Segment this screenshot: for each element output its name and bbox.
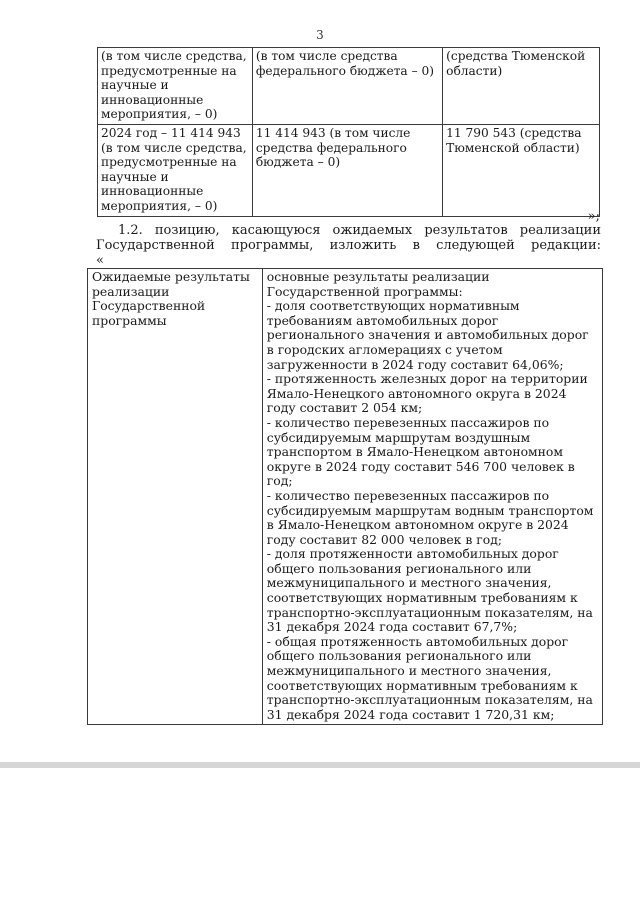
table-cell: (средства Тюменской области) [443, 48, 600, 125]
result-line: - доля соответствующих нормативным требованиям автомобильных дорог регионального значения и автомобильных дорог в городских агломерациях с учетом загруженности в 2024 году составит 64,06%; [266, 298, 589, 372]
table-cell: 2024 год – 11 414 943 (в том числе средства, предусмотренные на научные и инновационные мероприятия, – 0) [98, 124, 253, 216]
results-text-cell [262, 269, 602, 725]
result-line: - количество перевезенных пассажиров по субсидируемым маршрутам водным транспортом в Ямало-Ненецком автономном округе в 2024 году составит 82 000 человек в год; [266, 487, 594, 547]
result-line: основные результаты реализации Государственной программы: [266, 269, 490, 299]
page-number: 3 [316, 28, 324, 42]
result-line: - общая протяженность автомобильных дорог общего пользования регионального или межмуниципального и местного значения, соответствующих нормативным требованиям к транспортно-эксплуатационным показателям, на 31 декабря 2024 года составит 1 720,31 км; [266, 633, 593, 722]
table-row [88, 269, 603, 725]
funding-table [97, 47, 600, 217]
table-cell: 11 790 543 (средства Тюменской области) [443, 124, 600, 216]
result-line: - количество перевезенных пассажиров по субсидируемым маршрутам воздушным транспортом в Ямало-Ненецком автономном округе в 2024 году составит 546 700 человек в год; [266, 414, 575, 489]
table-row [98, 48, 600, 125]
opening-quote: « [96, 253, 104, 268]
table-cell: (в том числе средства, предусмотренные на научные и инновационные мероприятия, – 0) [98, 48, 253, 125]
table-cell: (в том числе средства федерального бюджета – 0) [252, 48, 442, 125]
paragraph-text: 1.2. позицию, касающуюся ожидаемых результатов реализации Государственной программы, изложить в следующей редакции: [96, 223, 601, 253]
result-line: - протяженность железных дорог на территории Ямало-Ненецкого автономного округа в 2024 году составит 2 054 км; [266, 371, 588, 416]
expected-results-table [87, 268, 603, 725]
closing-quote: »; [587, 209, 600, 224]
result-line: - доля протяженности автомобильных дорог общего пользования регионального или межмуниципального и местного значения, соответствующих нормативным требованиям к транспортно-эксплуатационным показателям, на 31 декабря 2024 года составит 67,7%; [266, 546, 593, 635]
amendment-paragraph [96, 223, 601, 253]
table-row [98, 124, 600, 216]
results-label-cell: Ожидаемые результаты реализации Государственной программы [88, 269, 263, 725]
table-cell: 11 414 943 (в том числе средства федерального бюджета – 0) [252, 124, 442, 216]
page-edge-shadow [0, 762, 640, 768]
